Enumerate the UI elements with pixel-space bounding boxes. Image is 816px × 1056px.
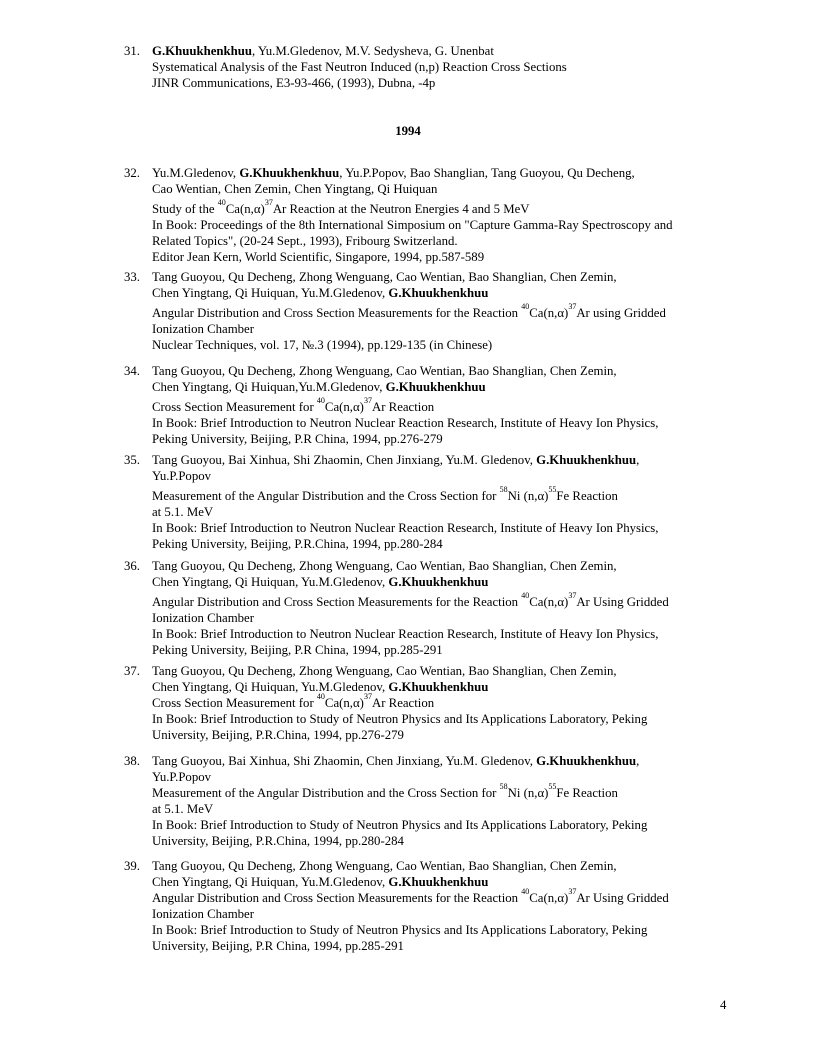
title-line-2: at 5.1. MeV [152, 505, 214, 519]
entry-number: 37. [124, 664, 140, 678]
source-line: University, Beijing, P.R.China, 1994, pp.276-279 [152, 728, 404, 742]
highlighted-author: G.Khuukhenkhuu [388, 875, 489, 889]
title: Study of the $^{40}Ca(n,\alpha)^{37}Ar$ Reaction at the Neutron Energies 4 and 5 MeV [152, 198, 530, 216]
authors: Tang Guoyou, Qu Decheng, Zhong Wenguang, Cao Wentian, Bao Shanglian, Chen Zemin, [152, 559, 617, 573]
authors-line-2: Chen Yingtang, Qi Huiquan, Yu.M.Gledenov, G.Khuukhenkhuu [152, 875, 489, 889]
authors-line-2: Yu.P.Popov [152, 469, 212, 483]
highlighted-author: G.Khuukhenkhuu [239, 166, 340, 180]
source: JINR Communications, E3-93-466, (1993), Dubna, -4p [152, 76, 436, 90]
title: Angular Distribution and Cross Section Measurements for the Reaction $^{40}Ca(n,\alpha)^{37}Ar$ using Gridded [152, 302, 666, 320]
highlighted-author: G.Khuukhenkhuu [388, 286, 489, 300]
source: Nuclear Techniques, vol. 17, №.3 (1994), pp.129-135 (in Chinese) [152, 338, 493, 352]
source-line: In Book: Proceedings of the 8th International Simposium on "Capture Gamma-Ray Spectroscopy and [152, 218, 673, 232]
authors: Tang Guoyou, Qu Decheng, Zhong Wenguang, Cao Wentian, Bao Shanglian, Chen Zemin, [152, 270, 617, 284]
entry-number: 32. [124, 166, 140, 180]
source-line: University, Beijing, P.R China, 1994, pp.285-291 [152, 939, 404, 953]
authors: Tang Guoyou, Qu Decheng, Zhong Wenguang, Cao Wentian, Bao Shanglian, Chen Zemin, [152, 859, 617, 873]
entry-35 [124, 452, 744, 552]
entry-34 [124, 363, 744, 447]
authors: Tang Guoyou, Bai Xinhua, Shi Zhaomin, Chen Jinxiang, Yu.M. Gledenov, G.Khuukhenkhuu, [152, 453, 640, 467]
source-line: Peking University, Beijing, P.R China, 1994, pp.285-291 [152, 643, 443, 657]
title: Systematical Analysis of the Fast Neutron Induced (n,p) Reaction Cross Sections [152, 60, 567, 74]
title: Cross Section Measurement for $^{40}Ca(n,\alpha)^{37}Ar$ Reaction [152, 692, 435, 710]
title-line-2: at 5.1. MeV [152, 802, 214, 816]
authors-line-2: Chen Yingtang, Qi Huiquan,Yu.M.Gledenov, G.Khuukhenkhuu [152, 380, 486, 394]
entry-number: 33. [124, 270, 140, 284]
highlighted-author: G.Khuukhenkhuu [152, 44, 252, 58]
highlighted-author: G.Khuukhenkhuu [388, 575, 489, 589]
source-line: Related Topics", (20-24 Sept., 1993), Fribourg Switzerland. [152, 234, 458, 248]
title-line-2: Ionization Chamber [152, 611, 254, 625]
authors: Yu.M.Gledenov, G.Khuukhenkhuu, Yu.P.Popov, Bao Shanglian, Tang Guoyou, Qu Decheng, [152, 166, 635, 180]
source-line: In Book: Brief Introduction to Study of Neutron Physics and Its Applications Laboratory, Peking [152, 923, 648, 937]
entry-number: 36. [124, 559, 140, 573]
entry-number: 35. [124, 453, 140, 467]
entry-33 [124, 269, 744, 353]
source-line: Peking University, Beijing, P.R.China, 1994, pp.280-284 [152, 537, 443, 551]
entry-31 [124, 43, 744, 91]
source-line: Editor Jean Kern, World Scientific, Singapore, 1994, pp.587-589 [152, 250, 485, 264]
year-heading: 1994 [395, 124, 421, 138]
authors-line-2: Chen Yingtang, Qi Huiquan, Yu.M.Gledenov, G.Khuukhenkhuu [152, 680, 489, 694]
title: Measurement of the Angular Distribution and the Cross Section for $^{58}$Ni $(n,\alpha)^{55}Fe$ Reaction [152, 485, 618, 503]
authors-line-2: Yu.P.Popov [152, 770, 212, 784]
source-line: In Book: Brief Introduction to Study of Neutron Physics and Its Applications Laboratory, Peking [152, 712, 648, 726]
entry-number: 31. [124, 44, 140, 58]
source-line: In Book: Brief Introduction to Neutron Nuclear Reaction Research, Institute of Heavy Ion Physics, [152, 521, 659, 535]
highlighted-author: G.Khuukhenkhuu [385, 380, 486, 394]
entry-number: 38. [124, 754, 140, 768]
authors: Tang Guoyou, Qu Decheng, Zhong Wenguang, Cao Wentian, Bao Shanglian, Chen Zemin, [152, 364, 617, 378]
authors-line-2: Chen Yingtang, Qi Huiquan, Yu.M.Gledenov, G.Khuukhenkhuu [152, 575, 489, 589]
title: Cross Section Measurement for $^{40}Ca(n,\alpha)^{37}Ar$ Reaction [152, 396, 435, 414]
authors: Tang Guoyou, Bai Xinhua, Shi Zhaomin, Chen Jinxiang, Yu.M. Gledenov, G.Khuukhenkhuu, [152, 754, 640, 768]
entry-39 [124, 858, 744, 954]
source-line: In Book: Brief Introduction to Neutron Nuclear Reaction Research, Institute of Heavy Ion Physics, [152, 416, 659, 430]
title-line-2: Ionization Chamber [152, 907, 254, 921]
source-line: In Book: Brief Introduction to Study of Neutron Physics and Its Applications Laboratory, Peking [152, 818, 648, 832]
source-line: In Book: Brief Introduction to Neutron Nuclear Reaction Research, Institute of Heavy Ion Physics, [152, 627, 659, 641]
highlighted-author: G.Khuukhenkhuu [388, 680, 489, 694]
source-line: Peking University, Beijing, P.R China, 1994, pp.276-279 [152, 432, 443, 446]
title: Measurement of the Angular Distribution and the Cross Section for $^{58}$Ni $(n,\alpha)^{55}Fe$ Reaction [152, 782, 618, 800]
authors: G.Khuukhenkhuu, Yu.M.Gledenov, M.V. Sedysheva, G. Unenbat [152, 44, 494, 58]
highlighted-author: G.Khuukhenkhuu [536, 453, 637, 467]
entry-36 [124, 558, 744, 658]
authors: Tang Guoyou, Qu Decheng, Zhong Wenguang, Cao Wentian, Bao Shanglian, Chen Zemin, [152, 664, 617, 678]
authors-line-2: Cao Wentian, Chen Zemin, Chen Yingtang, Qi Huiquan [152, 182, 438, 196]
title-line-2: Ionization Chamber [152, 322, 254, 336]
source-line: University, Beijing, P.R.China, 1994, pp.280-284 [152, 834, 404, 848]
entry-number: 39. [124, 859, 140, 873]
title: Angular Distribution and Cross Section Measurements for the Reaction $^{40}Ca(n,\alpha)^{37}Ar$ Using Gridded [152, 887, 669, 905]
title: Angular Distribution and Cross Section Measurements for the Reaction $^{40}Ca(n,\alpha)^{37}Ar$ Using Gridded [152, 591, 669, 609]
entry-32 [124, 165, 744, 265]
entry-37 [124, 663, 744, 743]
authors-line-2: Chen Yingtang, Qi Huiquan, Yu.M.Gledenov, G.Khuukhenkhuu [152, 286, 489, 300]
page-number: 4 [720, 998, 727, 1012]
entry-38 [124, 753, 744, 849]
highlighted-author: G.Khuukhenkhuu [536, 754, 637, 768]
entry-number: 34. [124, 364, 140, 378]
